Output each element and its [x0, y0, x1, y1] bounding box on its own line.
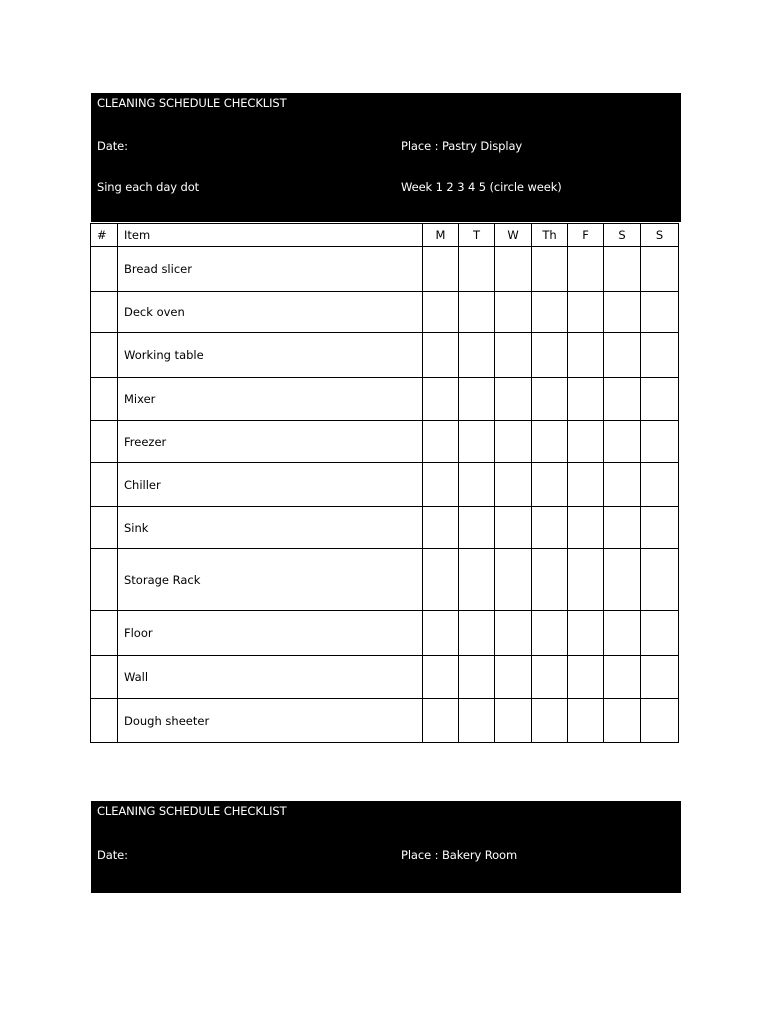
day-check-cell[interactable] [568, 378, 604, 421]
day-check-cell[interactable] [604, 507, 641, 549]
item-name-cell: Floor [118, 611, 423, 656]
day-column-header: W [495, 224, 532, 247]
day-check-cell[interactable] [568, 333, 604, 378]
row-number-cell [91, 507, 118, 549]
item-name-cell: Freezer [118, 421, 423, 463]
day-check-cell[interactable] [641, 247, 679, 292]
table-row [91, 611, 679, 656]
day-check-cell[interactable] [604, 656, 641, 699]
day-check-cell[interactable] [495, 378, 532, 421]
day-check-cell[interactable] [423, 507, 459, 549]
date-label: Date: [97, 139, 128, 153]
day-check-cell[interactable] [641, 699, 679, 743]
day-check-cell[interactable] [495, 463, 532, 507]
day-check-cell[interactable] [495, 292, 532, 333]
day-check-cell[interactable] [641, 549, 679, 611]
day-check-cell[interactable] [423, 378, 459, 421]
item-name-cell: Chiller [118, 463, 423, 507]
item-name-cell: Deck oven [118, 292, 423, 333]
day-check-cell[interactable] [459, 611, 495, 656]
day-check-cell[interactable] [532, 656, 568, 699]
day-check-cell[interactable] [495, 611, 532, 656]
day-column-header: Th [532, 224, 568, 247]
checklist-title: CLEANING SCHEDULE CHECKLIST [97, 96, 287, 110]
day-check-cell[interactable] [568, 292, 604, 333]
day-check-cell[interactable] [641, 507, 679, 549]
row-number-cell [91, 611, 118, 656]
day-check-cell[interactable] [641, 611, 679, 656]
day-column-header: T [459, 224, 495, 247]
day-check-cell[interactable] [641, 463, 679, 507]
day-check-cell[interactable] [423, 292, 459, 333]
day-column-header: F [568, 224, 604, 247]
day-column-header: M [423, 224, 459, 247]
day-check-cell[interactable] [532, 292, 568, 333]
day-check-cell[interactable] [641, 333, 679, 378]
day-check-cell[interactable] [532, 507, 568, 549]
table-row [91, 333, 679, 378]
day-check-cell[interactable] [459, 292, 495, 333]
day-check-cell[interactable] [495, 656, 532, 699]
item-column-header: Item [118, 224, 423, 247]
day-column-header: S [641, 224, 679, 247]
table-row [91, 699, 679, 743]
day-check-cell[interactable] [423, 247, 459, 292]
day-check-cell[interactable] [604, 292, 641, 333]
day-check-cell[interactable] [532, 378, 568, 421]
day-check-cell[interactable] [495, 549, 532, 611]
day-check-cell[interactable] [459, 549, 495, 611]
day-check-cell[interactable] [568, 463, 604, 507]
day-check-cell[interactable] [568, 507, 604, 549]
day-check-cell[interactable] [604, 247, 641, 292]
row-number-cell [91, 699, 118, 743]
day-check-cell[interactable] [423, 463, 459, 507]
day-check-cell[interactable] [532, 421, 568, 463]
table-row [91, 656, 679, 699]
row-number-cell [91, 463, 118, 507]
day-check-cell[interactable] [604, 378, 641, 421]
day-check-cell[interactable] [568, 699, 604, 743]
day-check-cell[interactable] [568, 421, 604, 463]
day-check-cell[interactable] [568, 656, 604, 699]
place-label: Place : Pastry Display [401, 139, 523, 153]
item-name-cell: Dough sheeter [118, 699, 423, 743]
checklist-title: CLEANING SCHEDULE CHECKLIST [97, 804, 287, 818]
item-name-cell: Mixer [118, 378, 423, 421]
table-row [91, 247, 679, 292]
item-name-cell: Bread slicer [118, 247, 423, 292]
day-check-cell[interactable] [641, 656, 679, 699]
table-row [91, 292, 679, 333]
day-check-cell[interactable] [459, 656, 495, 699]
sign-instruction: Sing each day dot [97, 180, 200, 194]
table-header-row [91, 224, 679, 247]
table-row [91, 421, 679, 463]
row-number-cell [91, 421, 118, 463]
day-check-cell[interactable] [459, 699, 495, 743]
table-row [91, 549, 679, 611]
table-row [91, 378, 679, 421]
table-row [91, 507, 679, 549]
item-name-cell: Working table [118, 333, 423, 378]
day-check-cell[interactable] [423, 421, 459, 463]
day-check-cell[interactable] [604, 699, 641, 743]
day-check-cell[interactable] [604, 549, 641, 611]
row-number-cell [91, 292, 118, 333]
day-check-cell[interactable] [423, 549, 459, 611]
day-check-cell[interactable] [423, 656, 459, 699]
number-column-header: # [91, 224, 118, 247]
day-check-cell[interactable] [532, 549, 568, 611]
day-check-cell[interactable] [423, 333, 459, 378]
day-check-cell[interactable] [495, 421, 532, 463]
day-check-cell[interactable] [459, 378, 495, 421]
checklist-header-bakery-room [91, 801, 681, 893]
day-check-cell[interactable] [568, 247, 604, 292]
day-check-cell[interactable] [495, 247, 532, 292]
date-label: Date: [97, 848, 128, 862]
row-number-cell [91, 247, 118, 292]
row-number-cell [91, 549, 118, 611]
table-row [91, 463, 679, 507]
day-check-cell[interactable] [459, 507, 495, 549]
day-check-cell[interactable] [604, 333, 641, 378]
item-name-cell: Sink [118, 507, 423, 549]
row-number-cell [91, 378, 118, 421]
day-check-cell[interactable] [459, 463, 495, 507]
item-name-cell: Storage Rack [118, 549, 423, 611]
day-check-cell[interactable] [604, 611, 641, 656]
day-column-header: S [604, 224, 641, 247]
day-check-cell[interactable] [423, 611, 459, 656]
day-check-cell[interactable] [641, 421, 679, 463]
day-check-cell[interactable] [641, 292, 679, 333]
day-check-cell[interactable] [495, 333, 532, 378]
day-check-cell[interactable] [532, 463, 568, 507]
cleaning-checklist-table [90, 223, 679, 743]
day-check-cell[interactable] [495, 699, 532, 743]
day-check-cell[interactable] [459, 247, 495, 292]
day-check-cell[interactable] [532, 333, 568, 378]
day-check-cell[interactable] [604, 421, 641, 463]
day-check-cell[interactable] [568, 549, 604, 611]
checklist-header-pastry-display [91, 93, 681, 222]
day-check-cell[interactable] [423, 699, 459, 743]
day-check-cell[interactable] [495, 507, 532, 549]
day-check-cell[interactable] [604, 463, 641, 507]
day-check-cell[interactable] [459, 333, 495, 378]
place-label: Place : Bakery Room [401, 848, 518, 862]
day-check-cell[interactable] [459, 421, 495, 463]
row-number-cell [91, 656, 118, 699]
day-check-cell[interactable] [641, 378, 679, 421]
day-check-cell[interactable] [532, 699, 568, 743]
day-check-cell[interactable] [532, 611, 568, 656]
day-check-cell[interactable] [568, 611, 604, 656]
week-label: Week 1 2 3 4 5 (circle week) [401, 180, 562, 194]
day-check-cell[interactable] [532, 247, 568, 292]
row-number-cell [91, 333, 118, 378]
item-name-cell: Wall [118, 656, 423, 699]
